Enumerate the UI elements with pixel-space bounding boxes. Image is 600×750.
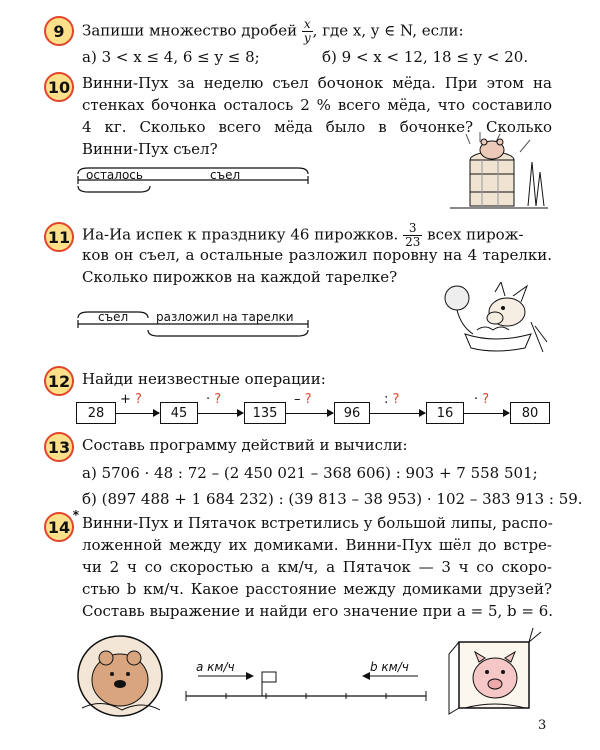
task-11-line-2: ков он съел, а остальные разложил поровну на 4 тарелки. xyxy=(82,246,552,264)
fraction-numerator: x xyxy=(303,17,311,31)
chain-value-5: 16 xyxy=(426,402,464,424)
piglet-in-window-illustration xyxy=(445,624,545,716)
speed-label-a: a км/ч xyxy=(196,660,235,674)
task-number: 14 xyxy=(47,517,71,537)
task-14-line-2: ложенной между их домиками. Винни-Пух шёл до встре- xyxy=(82,536,552,554)
fraction-numerator: 3 xyxy=(403,222,422,236)
task-number: 12 xyxy=(47,371,71,391)
fraction-denominator: 23 xyxy=(405,235,421,249)
task-14-badge xyxy=(44,508,79,542)
task-9-prompt xyxy=(82,18,464,45)
chain-operation-1: + ? xyxy=(120,392,142,407)
chain-operation-4: : ? xyxy=(384,392,400,407)
chain-value-4: 96 xyxy=(334,402,370,424)
chain-value-2: 45 xyxy=(160,402,198,424)
task-12-prompt: Найди неизвестные операции: xyxy=(82,370,326,388)
chain-arrow xyxy=(286,413,333,414)
difficulty-star-icon: * xyxy=(72,508,79,522)
task-14-line-4: стью b км/ч. Какое расстояние между домиками друзей? xyxy=(82,580,552,598)
segment-label-right: разложил на тарелки xyxy=(156,310,294,324)
task-number: 11 xyxy=(47,227,71,247)
segment-label-left: съел xyxy=(98,310,129,324)
task-11-line-1-end: всех пирож- xyxy=(427,225,524,244)
task-number: 10 xyxy=(47,77,71,97)
task-10-line-4: Винни-Пух съел? xyxy=(82,140,218,158)
task-12-badge xyxy=(44,366,74,396)
task-13-b: б) (897 488 + 1 684 232) : (39 813 – 38 953) · 102 – 383 913 : 59. xyxy=(82,490,583,508)
chain-arrow xyxy=(198,413,243,414)
task-9-prompt-tail: , где x, y ∈ N, если: xyxy=(312,21,464,40)
chain-arrow xyxy=(464,413,509,414)
task-number: 9 xyxy=(53,21,65,41)
chain-value-1: 28 xyxy=(76,402,116,424)
task-13-prompt: Составь программу действий и вычисли: xyxy=(82,436,408,454)
task-13-a: а) 5706 · 48 : 72 – (2 450 021 – 368 606) : 903 + 7 558 501; xyxy=(82,464,538,482)
task-9-b: б) 9 < x < 12, 18 ≤ y < 20. xyxy=(322,48,529,66)
chain-value-3: 135 xyxy=(244,402,286,424)
task-14-line-1: Винни-Пух и Пятачок встретились у большой липы, распо- xyxy=(82,514,553,532)
chain-operation-5: · ? xyxy=(474,392,490,407)
honey-barrel-bear-illustration xyxy=(440,132,550,212)
chain-arrow xyxy=(116,413,159,414)
fraction-x-over-y xyxy=(302,18,313,45)
task-10-line-3: 4 кг. Сколько всего мёда было в бочонке? Сколько xyxy=(82,118,552,136)
task-14-line-5: Составь выражение и найди его значение при a = 5, b = 6. xyxy=(82,602,554,620)
donkey-with-balloon-illustration xyxy=(435,282,550,362)
chain-value-6: 80 xyxy=(510,402,550,424)
fraction-denominator: y xyxy=(303,31,311,45)
task-11-line-1-start: Иа-Иа испек к празднику 46 пирожков. xyxy=(82,225,399,244)
segment-label-right: съел xyxy=(210,168,241,182)
bear-in-hole-illustration xyxy=(72,628,167,720)
speed-label-b: b км/ч xyxy=(370,660,409,674)
chain-operation-2: · ? xyxy=(206,392,222,407)
task-number: 13 xyxy=(47,437,71,457)
page-number: 3 xyxy=(538,718,547,733)
chain-operation-3: – ? xyxy=(294,392,312,407)
task-10-badge xyxy=(44,72,74,102)
task-14-line-3: чи 2 ч со скоростью a км/ч, а Пятачок — 3 ч со скоро- xyxy=(82,558,552,576)
task-11-line-3: Сколько пирожков на каждой тарелке? xyxy=(82,268,398,286)
chain-arrow xyxy=(370,413,425,414)
task-9-badge xyxy=(44,16,74,46)
task-10-line-1: Винни-Пух за неделю съел бочонок мёда. При этом на xyxy=(82,74,552,92)
task-13-badge xyxy=(44,432,74,462)
segment-label-left: осталось xyxy=(86,168,143,182)
task-9-prompt-text: Запиши множество дробей xyxy=(82,21,298,40)
task-11-badge xyxy=(44,222,74,252)
task-10-line-2: стенках бочонка осталось 2 % всего мёда, что составило xyxy=(82,96,552,114)
task-9-a: а) 3 < x ≤ 4, 6 ≤ y ≤ 8; xyxy=(82,48,260,66)
